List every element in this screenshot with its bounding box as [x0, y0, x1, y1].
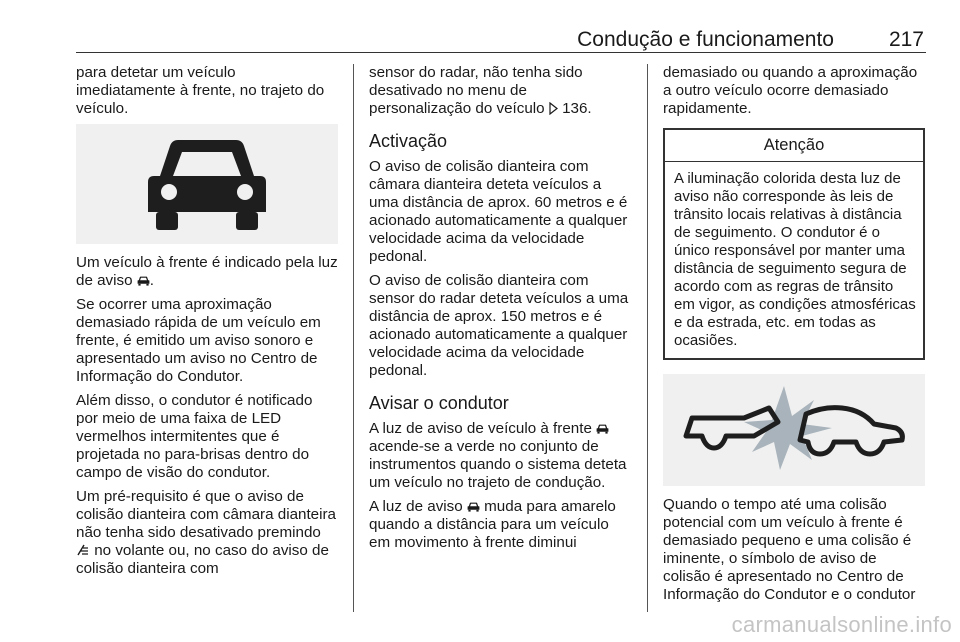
paragraph: Se ocorrer uma aproximação demasiado rápida de um veículo em frente, é emitido um aviso sonoro e apresentado um aviso no Centro de Informação do Condutor.	[76, 296, 321, 385]
section-heading: Avisar o condutor	[369, 393, 509, 413]
paragraph: demasiado ou quando a aproximação a outro veículo ocorre demasiado rapidamente.	[663, 64, 918, 117]
column-3	[663, 64, 925, 610]
section-heading: Activação	[369, 131, 448, 151]
paragraph: Um pré-requisito é que o aviso de colisão dianteira com câmara dianteira não tenha sido desativado premindo no volante ou, no caso do aviso de colisão dianteira com	[76, 488, 337, 577]
paragraph: sensor do radar, não tenha sido desativado no menu de personalização do veículo 136.	[369, 64, 592, 117]
section-title: Condução e funcionamento	[577, 28, 834, 51]
watermark: carmanualsonline.info	[731, 612, 952, 637]
paragraph: Um veículo à frente é indicado pela luz de aviso .	[76, 254, 338, 289]
vehicle-ahead-illustration	[76, 124, 338, 244]
paragraph: A luz de aviso muda para amarelo quando a distância para um veículo em movimento à frente diminui	[369, 498, 616, 551]
collision-alert-button-icon	[76, 543, 90, 557]
column-divider	[353, 64, 354, 612]
warning-title: Atenção	[665, 130, 923, 162]
car-front-icon	[596, 423, 609, 435]
paragraph: A luz de aviso de veículo à frente acende-se a verde no conjunto de instrumentos quando o sistema deteta um veículo no trajeto de condução.	[369, 420, 627, 491]
car-front-icon	[467, 501, 480, 513]
paragraph: Quando o tempo até uma colisão potencial com um veículo à frente é demasiado pequeno e uma colisão é iminente, o símbolo de aviso de colisão é apresentado no Centro de Informação do Condutor e o condutor	[663, 496, 916, 603]
column-1	[76, 64, 338, 584]
paragraph: Além disso, o condutor é notificado por meio de uma faixa de LED vermelhos intermitentes que é projetada no para-brisas dentro do campo de visão do condutor.	[76, 392, 313, 481]
collision-illustration-icon	[674, 378, 914, 482]
page-header	[76, 26, 926, 53]
page-number: 217	[888, 28, 924, 51]
paragraph: O aviso de colisão dianteira com câmara dianteira deteta veículos a uma distância de aprox. 60 metros e é acionado automaticamente a qualquer velocidade acima da velocidade pedonal.	[369, 158, 628, 265]
column-divider	[647, 64, 648, 612]
column-2	[369, 64, 631, 558]
car-front-icon	[142, 132, 272, 236]
warning-text: A iluminação colorida desta luz de aviso não corresponde às leis de trânsito locais relativas à distância de seguimento. O condutor é o único responsável por manter uma distância de seguimento segura de acordo com as regras de trânsito em vigor, as condições atmosféricas e da estrada, etc. em todas as ocasiões.	[674, 170, 916, 349]
collision-illustration	[663, 374, 925, 486]
warning-box	[663, 128, 925, 360]
page-reference-arrow-icon	[549, 102, 558, 115]
paragraph: para detetar um veículo imediatamente à frente, no trajeto do veículo.	[76, 64, 325, 117]
paragraph: O aviso de colisão dianteira com sensor do radar deteta veículos a uma distância de aprox. 150 metros e é acionado automaticamente a qualquer velocidade acima da velocidade pedonal.	[369, 272, 629, 379]
car-front-icon	[137, 275, 150, 287]
